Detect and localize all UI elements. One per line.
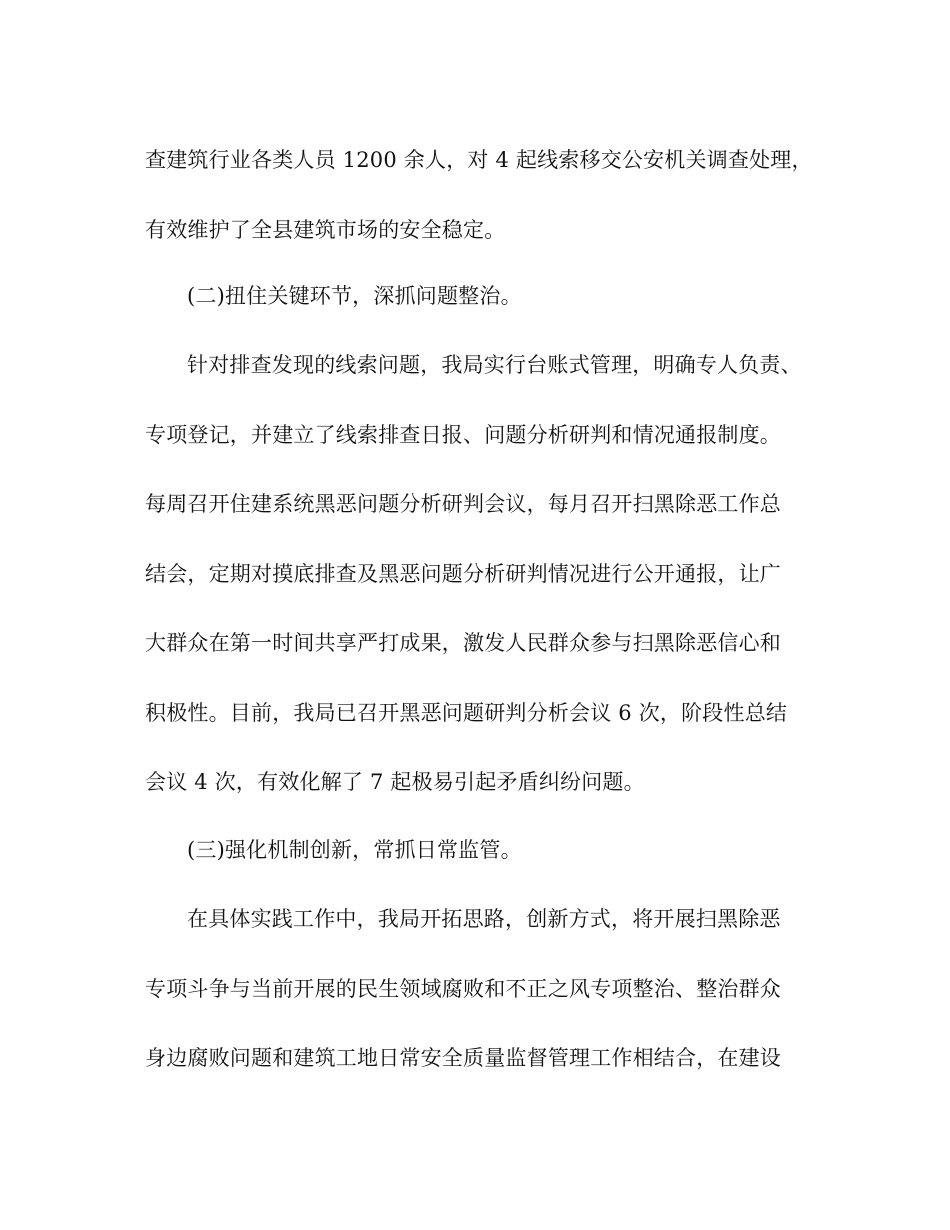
paragraph-line: 专项斗争与当前开展的民生领域腐败和不正之风专项整治、整治群众 (145, 977, 781, 1001)
section-heading: (三)强化机制创新，常抓日常监管。 (187, 838, 522, 862)
section-heading: (二)扭住关键环节，深抓问题整治。 (187, 284, 522, 308)
paragraph-line: 身边腐败问题和建筑工地日常安全质量监督管理工作相结合，在建设 (145, 1046, 781, 1070)
paragraph-line: 专项登记，并建立了线索排查日报、问题分析研判和情况通报制度。 (145, 423, 781, 447)
paragraph-line: 会议 4 次，有效化解了 7 起极易引起矛盾纠纷问题。 (145, 770, 645, 794)
paragraph-line: 积极性。目前，我局已召开黑恶问题研判分析会议 6 次，阶段性总结 (145, 701, 788, 725)
paragraph-line: 结会，定期对摸底排查及黑恶问题分析研判情况进行公开通报，让广 (145, 562, 781, 586)
paragraph-line: 有效维护了全县建筑市场的安全稳定。 (145, 218, 506, 242)
paragraph-line: 针对排查发现的线索问题，我局实行台账式管理，明确专人负责、 (187, 353, 802, 377)
paragraph-line: 大群众在第一时间共享严打成果，激发人民群众参与扫黑除恶信心和 (145, 631, 781, 655)
paragraph-line: 查建筑行业各类人员 1200 余人，对 4 起线索移交公安机关调查处理， (145, 148, 813, 172)
paragraph-line: 在具体实践工作中，我局开拓思路，创新方式，将开展扫黑除恶 (187, 907, 781, 931)
paragraph-line: 每周召开住建系统黑恶问题分析研判会议，每月召开扫黑除恶工作总 (145, 492, 781, 516)
